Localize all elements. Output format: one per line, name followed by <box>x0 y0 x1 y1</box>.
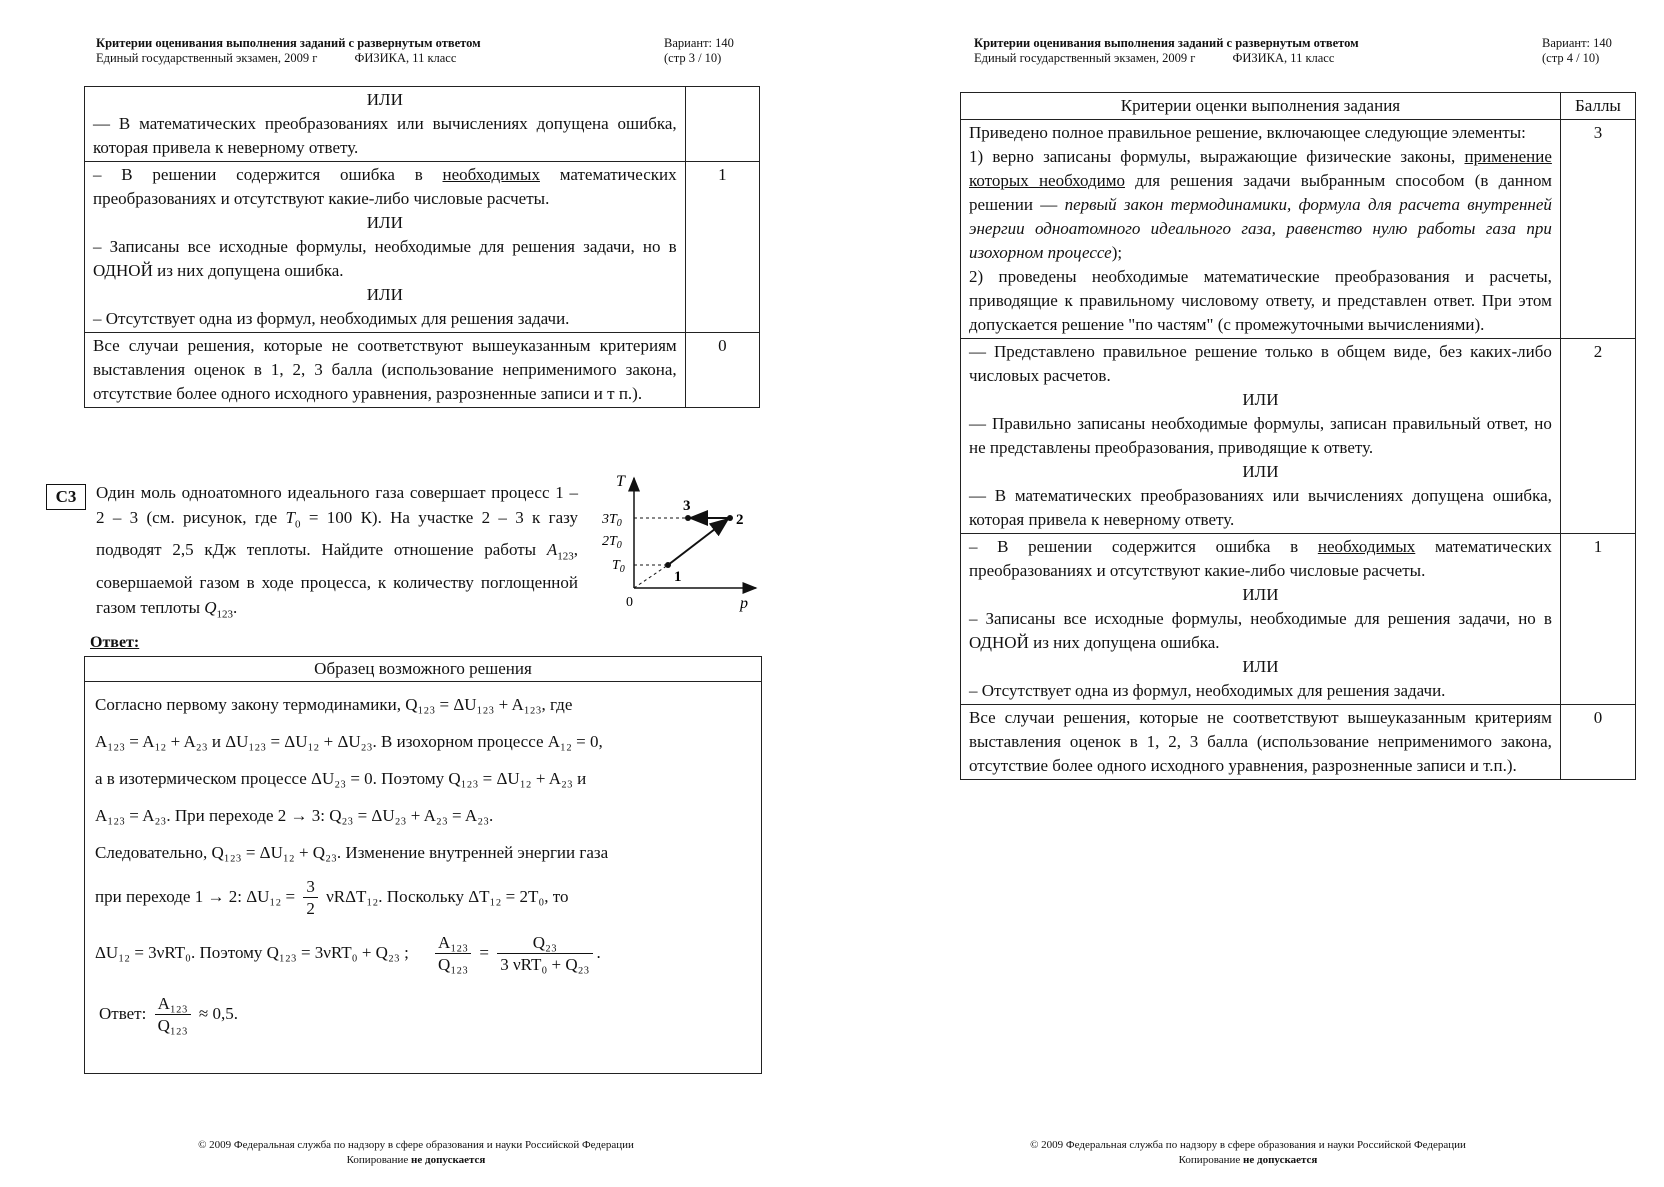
table-row <box>961 534 1636 705</box>
right-page <box>832 0 1664 1187</box>
footer-copy-note: Копирование не допускается <box>346 1154 486 1166</box>
criteria-text: — Правильно записаны необходимые формулы, записан правильный ответ, но не представлены преобразования, приводящие к ответу. <box>969 414 1552 457</box>
fraction: $\frac{\text{Q₂₃}}{\text{3 νRT₀ + Q₂₃}}$ <box>497 933 592 976</box>
page-header <box>96 36 481 66</box>
point-2 <box>727 515 733 521</box>
table-row <box>85 333 760 408</box>
column-header: Критерии оценки выполнения задания <box>961 93 1561 120</box>
criteria-text: – В решении содержится ошибка в необходимых математических преобразованиях и отсутствуют какие-либо числовые расчеты. <box>969 537 1552 580</box>
tick-3t0: $3T_0$ <box>602 512 622 529</box>
points-cell: 2 <box>1560 339 1635 534</box>
tp-process-diagram <box>590 470 760 620</box>
criteria-text: – Отсутствует одна из формул, необходимых для решения задачи. <box>93 309 570 328</box>
solution-box <box>84 656 762 1074</box>
point-3-label: 3 <box>683 498 691 514</box>
or-separator: ИЛИ <box>1242 390 1279 409</box>
point-1-label: 1 <box>674 569 682 585</box>
criteria-text: – Отсутствует одна из формул, необходимых для решения задачи. <box>969 681 1446 700</box>
criteria-text: — Представлено правильное решение только в общем виде, без каких-либо числовых расчетов. <box>969 342 1552 385</box>
fraction: $\frac{\text{A₁₂₃}}{\text{Q₁₂₃}}$ <box>155 994 191 1037</box>
page-footer <box>0 1138 832 1168</box>
task-id-badge: C3 <box>46 484 86 510</box>
criteria-text: – В решении содержится ошибка в необходимых математических преобразованиях и отсутствуют какие-либо числовые расчеты. <box>93 165 677 208</box>
points-cell <box>685 87 759 162</box>
header-title: Критерии оценивания выполнения заданий с развернутым ответом <box>96 36 481 50</box>
header-subject: ФИЗИКА, 11 класс <box>354 51 457 65</box>
origin-label: 0 <box>626 595 633 610</box>
point-1 <box>665 562 671 568</box>
or-separator: ИЛИ <box>1242 462 1279 481</box>
header-variant-block <box>1542 36 1612 66</box>
criteria-text: Все случаи решения, которые не соответствуют вышеуказанным критериям выставления оценок в 1, 2, 3 балла (использование неприменимого закона, отсутствие более одного исходного уравнения, разрозненные записи и т п.). <box>85 333 686 408</box>
points-cell: 1 <box>1560 534 1635 705</box>
y-axis-label: T <box>616 473 625 490</box>
tick-2t0: $2T_0$ <box>602 534 622 551</box>
criteria-text: 1) верно записаны формулы, выражающие физические законы, применение которых необходимо для решения задачи выбранным способом (в данном решении — первый закон термодинамики, формула для расчета внутренней энергии одноатомного идеального газа, равенство нулю работы газа при изохорном процессе); <box>969 147 1552 262</box>
header-subject: ФИЗИКА, 11 класс <box>1232 51 1335 65</box>
solution-line: а в изотермическом процессе ΔU₂₃ = 0. Поэтому Q₁₂₃ = ΔU₁₂ + A₂₃ и <box>95 769 587 788</box>
header-variant: Вариант: 140 <box>1542 36 1612 50</box>
solution-body <box>85 682 761 1045</box>
guide-origin-line <box>634 565 668 588</box>
page-footer <box>832 1138 1664 1168</box>
points-cell: 3 <box>1560 120 1635 339</box>
table-row <box>961 339 1636 534</box>
criteria-text: 2) проведены необходимые математические преобразования и расчеты, приводящие к правильному числовому ответу, и представлен ответ. При этом допускается решение "по частям" (с промежуточными вычислениями). <box>969 267 1552 334</box>
solution-header: Образец возможного решения <box>85 657 761 682</box>
criteria-table-continued <box>84 86 760 408</box>
criteria-text: – Записаны все исходные формулы, необходимые для решения задачи, но в ОДНОЙ из них допущена ошибка. <box>93 237 677 280</box>
process-1-2 <box>668 519 728 565</box>
footer-copyright: © 2009 Федеральная служба по надзору в сфере образования и науки Российской Федерации <box>198 1139 634 1151</box>
solution-line: при переходе 1 → 2: ΔU₁₂ = $\frac{3}{2}$ νRΔT₁₂. Поскольку ΔT₁₂ = 2T₀, то <box>95 876 569 918</box>
task-statement: Один моль одноатомного идеального газа совершает процесс 1 – 2 – 3 (см. рисунок, где $T_0 = 100$ К). На участке 2 – 3 к газу подводят 2,5 кДж теплоты. Найдите отношение работы $A_{123}$, совершаемой газом в ходе процесса, к количеству поглощенной газом теплоты $Q_{123}$. <box>96 483 579 621</box>
table-header-row <box>961 93 1636 120</box>
x-axis-label: p <box>740 595 748 612</box>
solution-answer-line: Ответ: $\frac{\text{A₁₂₃}}{\text{Q₁₂₃}}$ ≈ 0,5. <box>99 993 238 1035</box>
header-subtitle: Единый государственный экзамен, 2009 г ФИЗИКА, 11 класс <box>974 51 1335 65</box>
points-cell: 0 <box>685 333 759 408</box>
page-header <box>974 36 1359 66</box>
header-subtitle: Единый государственный экзамен, 2009 г ФИЗИКА, 11 класс <box>96 51 457 65</box>
answer-label: Ответ: <box>90 634 140 651</box>
or-separator: ИЛИ <box>1242 585 1279 604</box>
criteria-table <box>960 92 1636 780</box>
solution-line: ΔU₁₂ = 3νRT₀. Поэтому Q₁₂₃ = 3νRT₀ + Q₂₃ ; $\frac{\text{A₁₂₃}}{\text{Q₁₂₃}}$ = $\frac{\text{Q₂₃}}{\text{3 νRT₀ + Q₂₃}}$ . <box>95 932 601 974</box>
criteria-text: — В математических преобразованиях или вычислениях допущена ошибка, которая привела к неверному ответу. <box>93 114 677 157</box>
points-cell: 0 <box>1560 705 1635 780</box>
header-variant-block <box>664 36 734 66</box>
or-separator: ИЛИ <box>366 213 403 232</box>
criteria-text: Приведено полное правильное решение, включающее следующие элементы: <box>969 123 1526 142</box>
header-page-number: (стр 4 / 10) <box>1542 51 1600 65</box>
point-3 <box>685 515 691 521</box>
column-header: Баллы <box>1560 93 1635 120</box>
or-separator: ИЛИ <box>1242 657 1279 676</box>
point-2-label: 2 <box>736 512 744 528</box>
criteria-text: — В математических преобразованиях или вычислениях допущена ошибка, которая привела к неверному ответу. <box>969 486 1552 529</box>
table-row <box>961 120 1636 339</box>
fraction: $\frac{3}{2}$ <box>303 877 318 920</box>
header-variant: Вариант: 140 <box>664 36 734 50</box>
solution-line: A₁₂₃ = A₂₃. При переходе 2 → 3: Q₂₃ = ΔU₂₃ + A₂₃ = A₂₃. <box>95 806 494 825</box>
criteria-text: – Записаны все исходные формулы, необходимые для решения задачи, но в ОДНОЙ из них допущена ошибка. <box>969 609 1552 652</box>
solution-line: Согласно первому закону термодинамики, Q₁₂₃ = ΔU₁₂₃ + A₁₂₃, где <box>95 695 573 714</box>
footer-copy-note: Копирование не допускается <box>1178 1154 1318 1166</box>
table-row <box>85 87 760 162</box>
solution-line: Следовательно, Q₁₂₃ = ΔU₁₂ + Q₂₃. Изменение внутренней энергии газа <box>95 843 609 862</box>
fraction: $\frac{\text{A₁₂₃}}{\text{Q₁₂₃}}$ <box>435 933 471 976</box>
or-separator: ИЛИ <box>366 285 403 304</box>
tick-t0: $T_0$ <box>612 558 625 575</box>
or-separator: ИЛИ <box>366 90 403 109</box>
solution-line: A₁₂₃ = A₁₂ + A₂₃ и ΔU₁₂₃ = ΔU₁₂ + ΔU₂₃. В изохорном процессе A₁₂ = 0, <box>95 732 603 751</box>
table-row <box>961 705 1636 780</box>
criteria-text: Все случаи решения, которые не соответствуют вышеуказанным критериям выставления оценок в 1, 2, 3 балла (использование неприменимого закона, отсутствие более одного исходного уравнения, разрозненные записи и т.п.). <box>961 705 1561 780</box>
footer-copyright: © 2009 Федеральная служба по надзору в сфере образования и науки Российской Федерации <box>1030 1139 1466 1151</box>
header-title: Критерии оценивания выполнения заданий с развернутым ответом <box>974 36 1359 50</box>
table-row <box>85 162 760 333</box>
points-cell: 1 <box>685 162 759 333</box>
header-page-number: (стр 3 / 10) <box>664 51 722 65</box>
